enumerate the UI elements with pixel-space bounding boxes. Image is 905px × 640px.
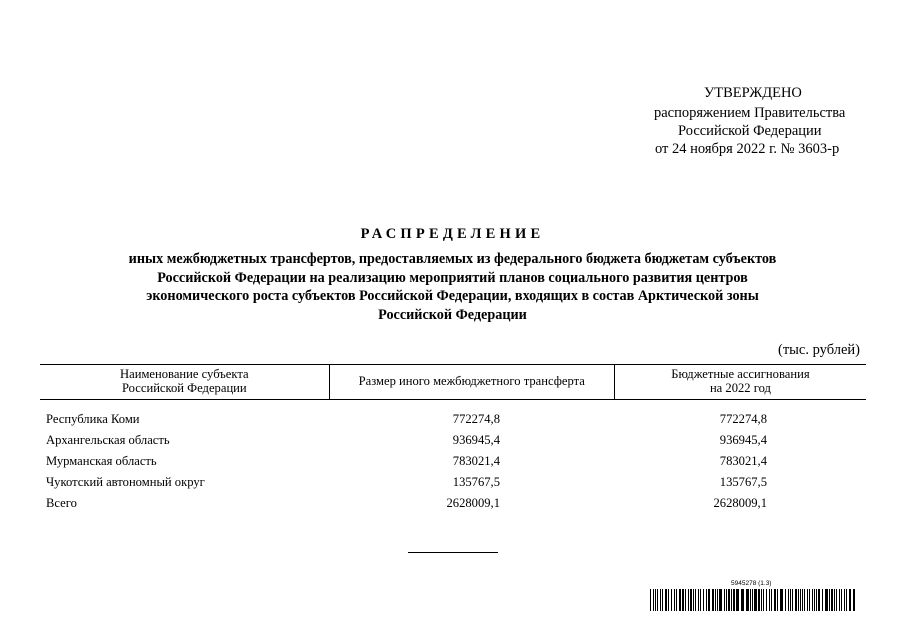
table-row [0, 433, 905, 449]
row-subject-name: Архангельская область [46, 433, 170, 447]
row-transfer-value: 936945,4 [452, 433, 500, 447]
row-allocation-value: 783021,4 [719, 454, 767, 468]
row-transfer-value: 772274,8 [452, 412, 500, 426]
row-subject-name: Всего [46, 496, 77, 510]
header-subject-name [40, 365, 329, 400]
table-row-total [0, 496, 905, 512]
distribution-table-header [40, 364, 866, 400]
barcode-icon [650, 589, 858, 611]
approval-line-date-number: от 24 ноября 2022 г. № 3603-р [655, 141, 840, 157]
subtitle-line-3: экономического роста субъектов Российской Федерации, входящих в состав Арктической зоны [146, 288, 759, 304]
header-budget-allocation [614, 365, 866, 400]
table-row [0, 412, 905, 428]
units-label: (тыс. рублей) [778, 342, 860, 358]
row-allocation-value: 2628009,1 [713, 496, 767, 510]
row-allocation-value: 936945,4 [719, 433, 767, 447]
row-allocation-value: 135767,5 [719, 475, 767, 489]
header-allocation-line-2: на 2022 год [709, 381, 771, 395]
row-subject-name: Мурманская область [46, 454, 157, 468]
subtitle-line-4: Российской Федерации [378, 306, 527, 323]
document-subtitle [90, 250, 815, 324]
approval-line-government: Российской Федерации [678, 123, 822, 139]
table-header-row [40, 365, 866, 400]
barcode-number: 5945278 (1.3) [731, 580, 772, 587]
end-of-document-rule [408, 552, 498, 553]
table-row [0, 475, 905, 491]
approval-line-decree: распоряжением Правительства [654, 105, 846, 121]
row-subject-name: Республика Коми [46, 412, 140, 426]
row-subject-name: Чукотский автономный округ [46, 475, 205, 489]
header-subject-line-2: Российской Федерации [121, 381, 247, 395]
header-transfer-size: Размер иного межбюджетного трансферта [329, 365, 614, 400]
document-title: РАСПРЕДЕЛЕНИЕ [360, 226, 545, 242]
row-transfer-value: 2628009,1 [446, 496, 500, 510]
row-allocation-value: 772274,8 [719, 412, 767, 426]
row-transfer-value: 135767,5 [452, 475, 500, 489]
header-allocation-line-1: Бюджетные ассигнования [671, 367, 810, 381]
table-row [0, 454, 905, 470]
header-subject-line-1: Наименование субъекта [120, 367, 249, 381]
subtitle-line-1: иных межбюджетных трансфертов, предоставляемых из федерального бюджета бюджетам субъектов [128, 251, 777, 267]
subtitle-line-2: Российской Федерации на реализацию мероприятий планов социального развития центров [157, 269, 748, 286]
approval-heading: УТВЕРЖДЕНО [704, 85, 802, 101]
row-transfer-value: 783021,4 [452, 454, 500, 468]
